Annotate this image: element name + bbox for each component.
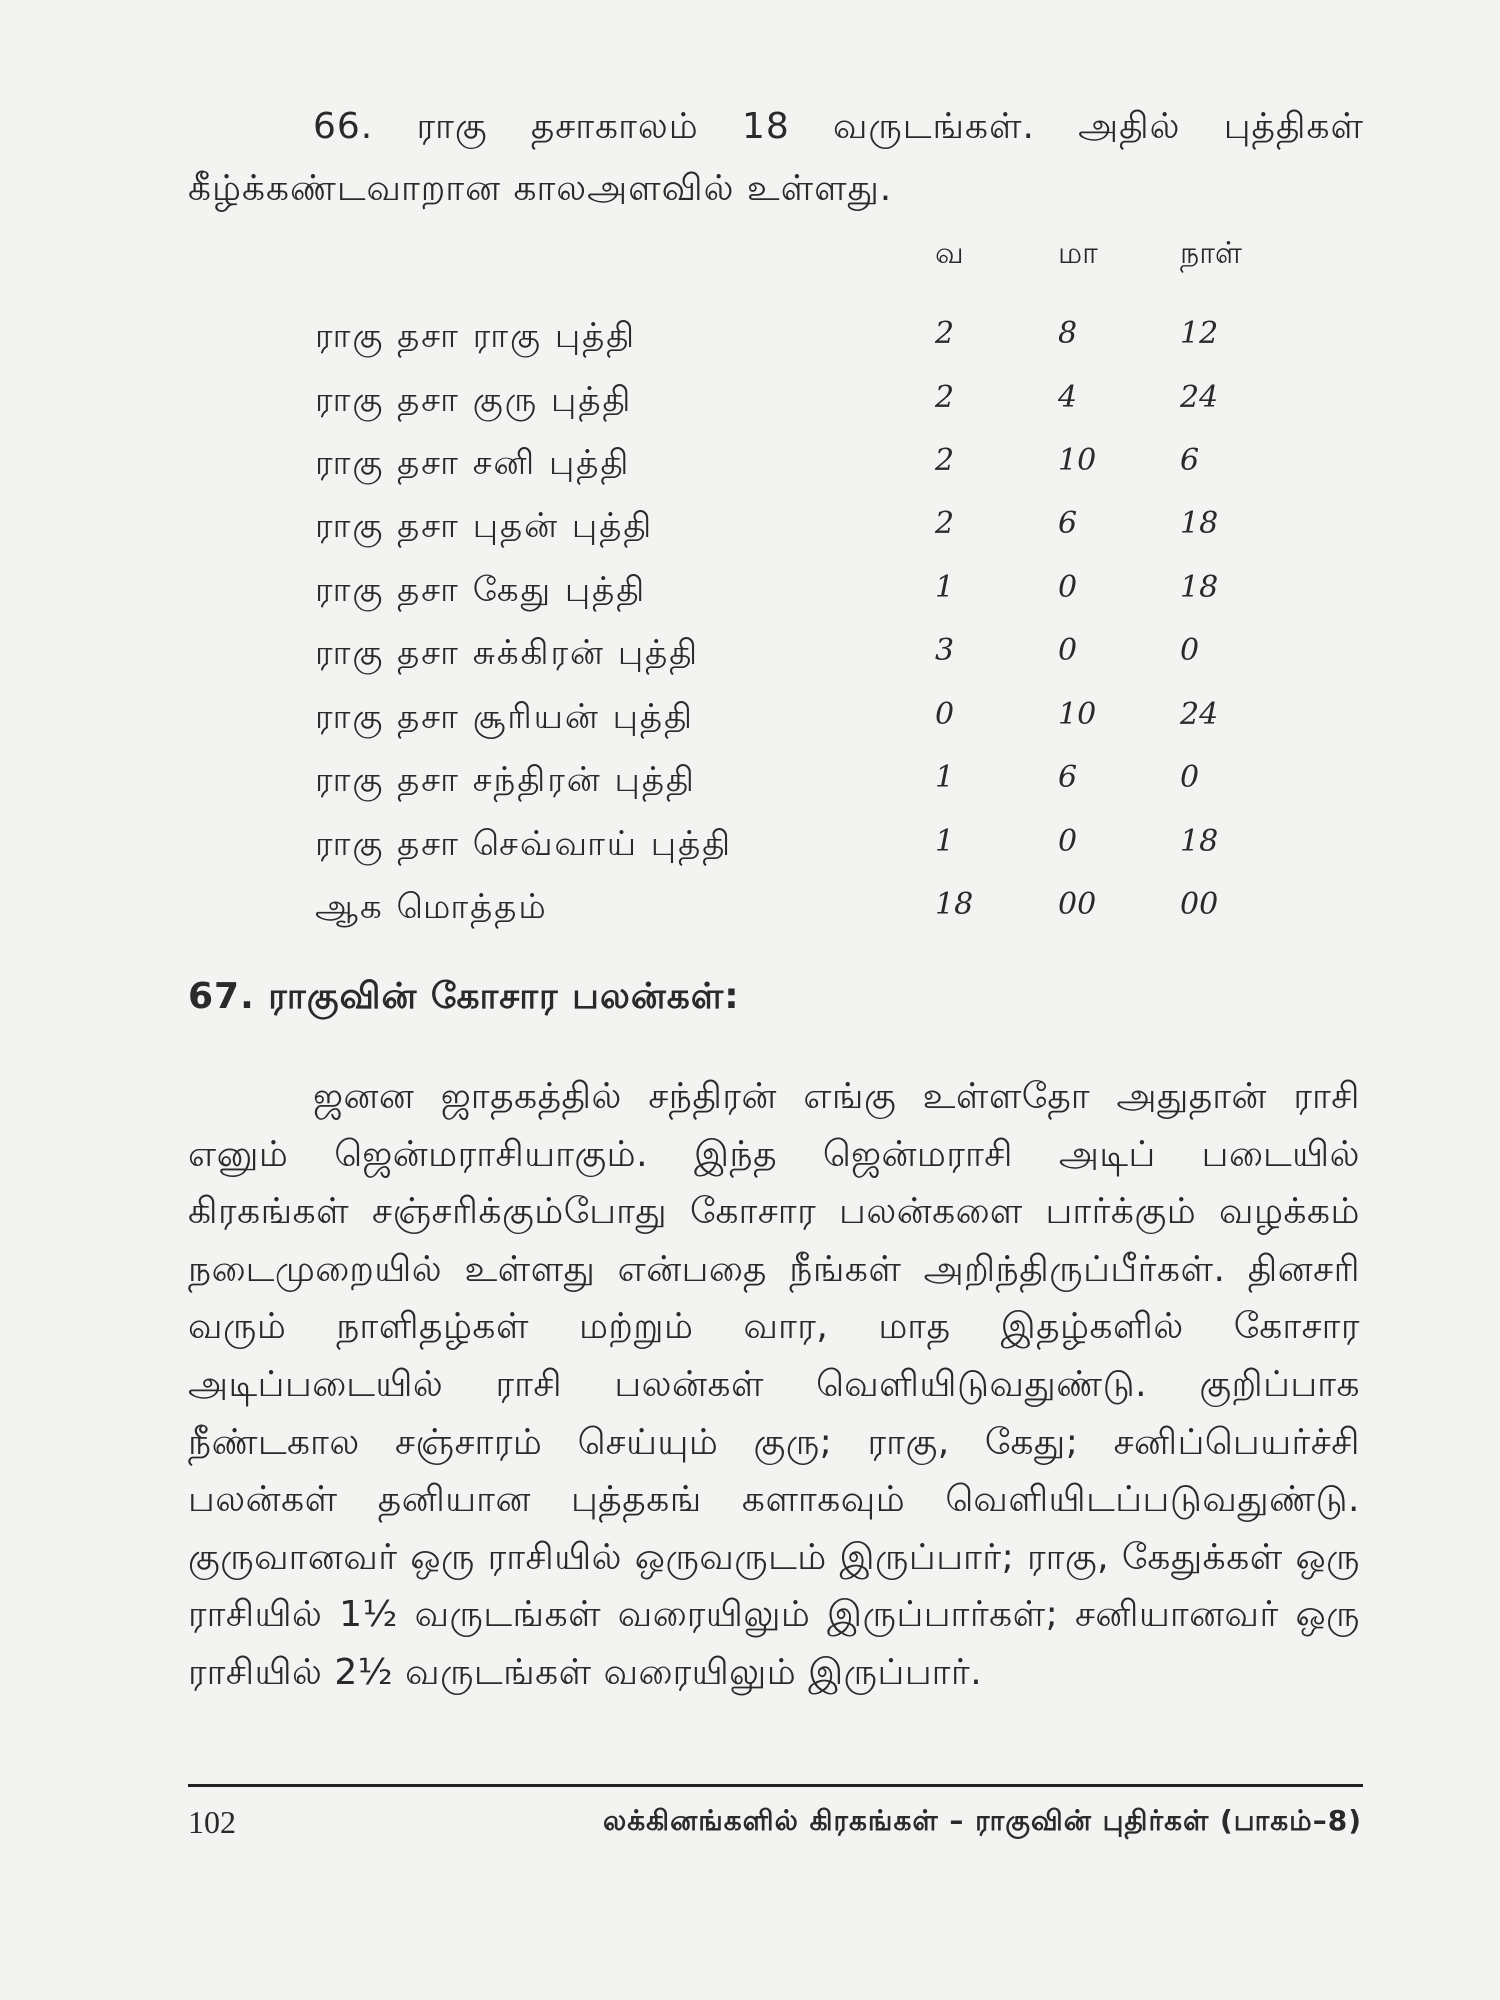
table-row	[0, 633, 1500, 693]
section-67-heading: 67. ராகுவின் கோசார பலன்கள்:	[188, 976, 740, 1017]
years-cell: 18	[935, 887, 974, 922]
row-label: ராகு தசா ராகு புத்தி	[315, 316, 637, 356]
months-cell: 4	[1058, 380, 1078, 415]
days-cell: 6	[1180, 443, 1200, 478]
days-cell: 0	[1180, 633, 1200, 668]
row-label: ராகு தசா சனி புத்தி	[315, 443, 631, 483]
table-total-row	[0, 887, 1500, 947]
months-cell: 10	[1058, 697, 1097, 732]
days-cell: 00	[1180, 887, 1219, 922]
table-row	[0, 316, 1500, 376]
row-label: ராகு தசா சூரியன் புத்தி	[315, 697, 694, 737]
table-row	[0, 506, 1500, 566]
years-cell: 1	[935, 760, 955, 795]
total-label: ஆக மொத்தம்	[315, 887, 548, 927]
years-cell: 2	[935, 443, 955, 478]
row-label: ராகு தசா சந்திரன் புத்தி	[315, 760, 696, 800]
row-label: ராகு தசா கேது புத்தி	[315, 570, 647, 610]
section-67-paragraph	[188, 1068, 1360, 1702]
row-label: ராகு தசா சுக்கிரன் புத்தி	[315, 633, 700, 673]
years-cell: 2	[935, 506, 955, 541]
years-cell: 3	[935, 633, 955, 668]
table-row	[0, 443, 1500, 503]
years-cell: 1	[935, 824, 955, 859]
years-cell: 1	[935, 570, 955, 605]
footer-divider	[188, 1784, 1363, 1787]
years-cell: 0	[935, 697, 955, 732]
days-cell: 18	[1180, 570, 1219, 605]
row-label: ராகு தசா செவ்வாய் புத்தி	[315, 824, 733, 864]
years-cell: 2	[935, 380, 955, 415]
months-cell: 8	[1058, 316, 1078, 351]
row-label: ராகு தசா குரு புத்தி	[315, 380, 633, 420]
months-cell: 00	[1058, 887, 1097, 922]
table-row	[0, 570, 1500, 630]
months-cell: 0	[1058, 824, 1078, 859]
row-label: ராகு தசா புதன் புத்தி	[315, 506, 654, 546]
table-row	[0, 824, 1500, 884]
days-cell: 18	[1180, 824, 1219, 859]
months-cell: 0	[1058, 570, 1078, 605]
table-row	[0, 380, 1500, 440]
section-66-text: 66. ராகு தசாகாலம் 18 வருடங்கள். அதில் புத்திகள் கீழ்க்கண்டவாறான காலஅளவில் உள்ளது.	[188, 106, 1364, 209]
months-cell: 0	[1058, 633, 1078, 668]
column-header-years: வ	[935, 236, 964, 271]
days-cell: 18	[1180, 506, 1219, 541]
section-67-text: ஜனன ஜாதகத்தில் சந்திரன் எங்கு உள்ளதோ அதுதான் ராசி எனும் ஜென்மராசியாகும். இந்த ஜென்மராசி அடிப் படையில் கிரகங்கள் சஞ்சரிக்கும்போது கோசார பலன்களை பார்க்கும் வழக்கம் நடைமுறையில் உள்ளது என்பதை நீங்கள் அறிந்திருப்பீர்கள். தினசரி வரும் நாளிதழ்கள் மற்றும் வார, மாத இதழ்களில் கோசார அடிப்படையில் ராசி பலன்கள் வெளியிடுவதுண்டு. குறிப்பாக நீண்டகால சஞ்சாரம் செய்யும் குரு; ராகு, கேது; சனிப்பெயர்ச்சி பலன்கள் தனியான புத்தகங் களாகவும் வெளியிடப்படுவதுண்டு. குருவானவர் ஒரு ராசியில் ஒருவருடம் இருப்பார்; ராகு, கேதுக்கள் ஒரு ராசியில் 1½ வருடங்கள் வரையிலும் இருப்பார்கள்; சனியானவர் ஒரு ராசியில் 2½ வருடங்கள் வரையிலும் இருப்பார்.	[188, 1076, 1360, 1693]
months-cell: 6	[1058, 760, 1078, 795]
table-row	[0, 760, 1500, 820]
days-cell: 12	[1180, 316, 1219, 351]
page-number: 102	[188, 1804, 236, 1840]
section-66-paragraph	[188, 96, 1364, 220]
days-cell: 24	[1180, 697, 1219, 732]
days-cell: 0	[1180, 760, 1200, 795]
years-cell: 2	[935, 316, 955, 351]
months-cell: 6	[1058, 506, 1078, 541]
months-cell: 10	[1058, 443, 1097, 478]
table-row	[0, 697, 1500, 757]
column-header-days: நாள்	[1180, 236, 1242, 271]
running-title: லக்கினங்களில் கிரகங்கள் – ராகுவின் புதிர்கள் (பாகம்–8)	[602, 1804, 1362, 1837]
days-cell: 24	[1180, 380, 1219, 415]
column-header-months: மா	[1058, 236, 1098, 271]
